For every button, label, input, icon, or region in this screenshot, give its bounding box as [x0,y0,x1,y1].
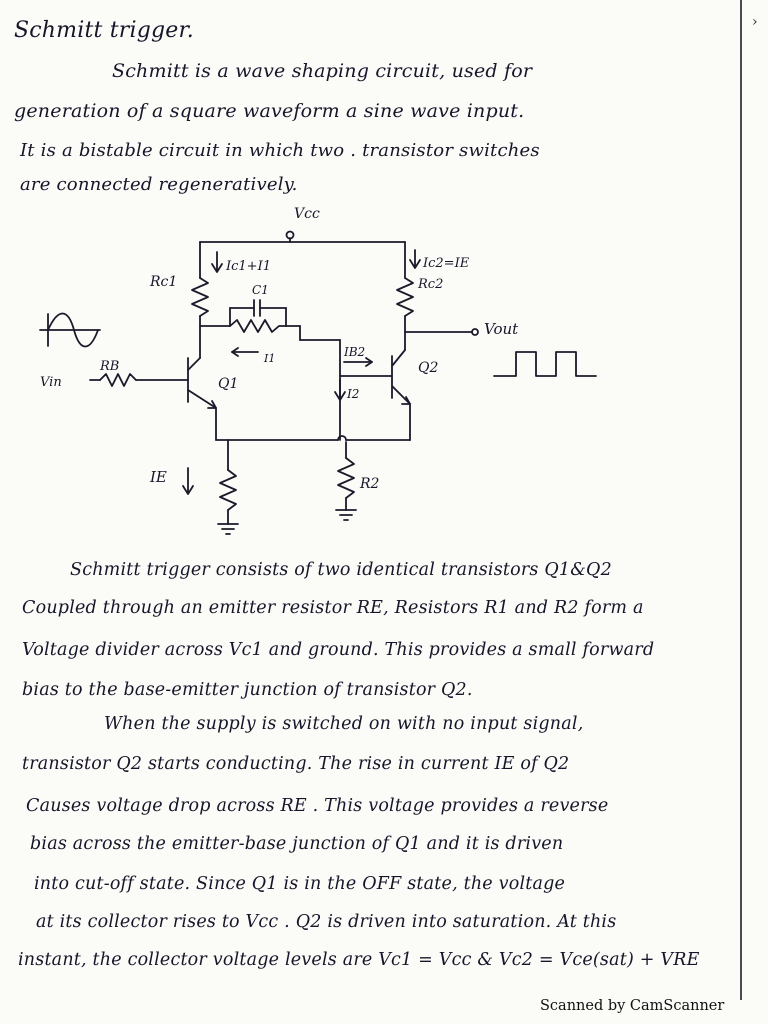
q1-label: Q1 [218,376,239,392]
transistor-q1 [188,358,216,440]
body-line: transistor Q2 starts conducting. The rise in current IE of Q2 [22,754,570,774]
resistor-rc1 [192,278,208,316]
resistor-re [220,470,236,510]
scanner-watermark: Scanned by CamScanner [540,998,725,1014]
intro-line: It is a bistable circuit in which two . transistor switches [20,140,540,161]
intro-line: are connected regeneratively. [20,174,298,195]
body-line: into cut-off state. Since Q1 is in the OFF state, the voltage [34,874,566,894]
rb-label: RB [100,359,120,374]
body-line: Coupled through an emitter resistor RE, Resistors R1 and R2 form a [22,598,644,618]
current-label-ic1: Ic1+I1 [226,259,271,274]
page-title: Schmitt trigger. [14,18,195,43]
q2-label: Q2 [418,360,439,376]
transistor-q2 [392,316,410,435]
r2-label: R2 [360,476,380,492]
square-wave-output-icon [494,352,596,376]
resistor-r1 [230,320,286,332]
ie-label: IE [150,468,167,486]
body-line: Voltage divider across Vc1 and ground. This provides a small forward [22,640,655,660]
rc2-label: Rc2 [418,277,444,292]
ground-symbol-r2 [336,510,356,520]
ib2-label: IB2 [344,345,366,359]
vout-label: Vout [484,320,519,338]
body-line: bias to the base-emitter junction of transistor Q2. [22,680,473,700]
current-label-ic2: Ic2=IE [423,256,470,271]
c1-label: C1 [252,283,269,297]
rc1-label: Rc1 [150,274,178,290]
body-line: Schmitt trigger consists of two identical transistors Q1&Q2 [70,560,612,580]
ground-symbol-re [218,524,238,534]
vin-label: Vin [40,375,62,390]
intro-line: generation of a square waveform a sine wave input. [14,100,525,122]
corner-mark: › [752,14,758,30]
resistor-r2 [338,458,354,498]
body-line: Causes voltage drop across RE . This voltage provides a reverse [26,796,609,816]
vcc-label: Vcc [294,206,320,222]
resistor-rc2 [397,278,413,316]
vout-terminal [472,329,478,335]
body-line: When the supply is switched on with no input signal, [104,714,584,734]
body-line: bias across the emitter-base junction of Q1 and it is driven [30,834,564,854]
i1-label: I1 [264,352,276,365]
schmitt-trigger-circuit-diagram [0,190,740,540]
body-line: instant, the collector voltage levels are Vc1 = Vcc & Vc2 = Vce(sat) + VRE [18,950,700,970]
i2-label: I2 [347,387,360,401]
intro-line: Schmitt is a wave shaping circuit, used for [112,60,533,82]
body-line: at its collector rises to Vcc . Q2 is driven into saturation. At this [36,912,617,932]
margin-line [740,0,742,1000]
sine-wave-input-icon [40,314,100,347]
resistor-rb [100,374,136,386]
